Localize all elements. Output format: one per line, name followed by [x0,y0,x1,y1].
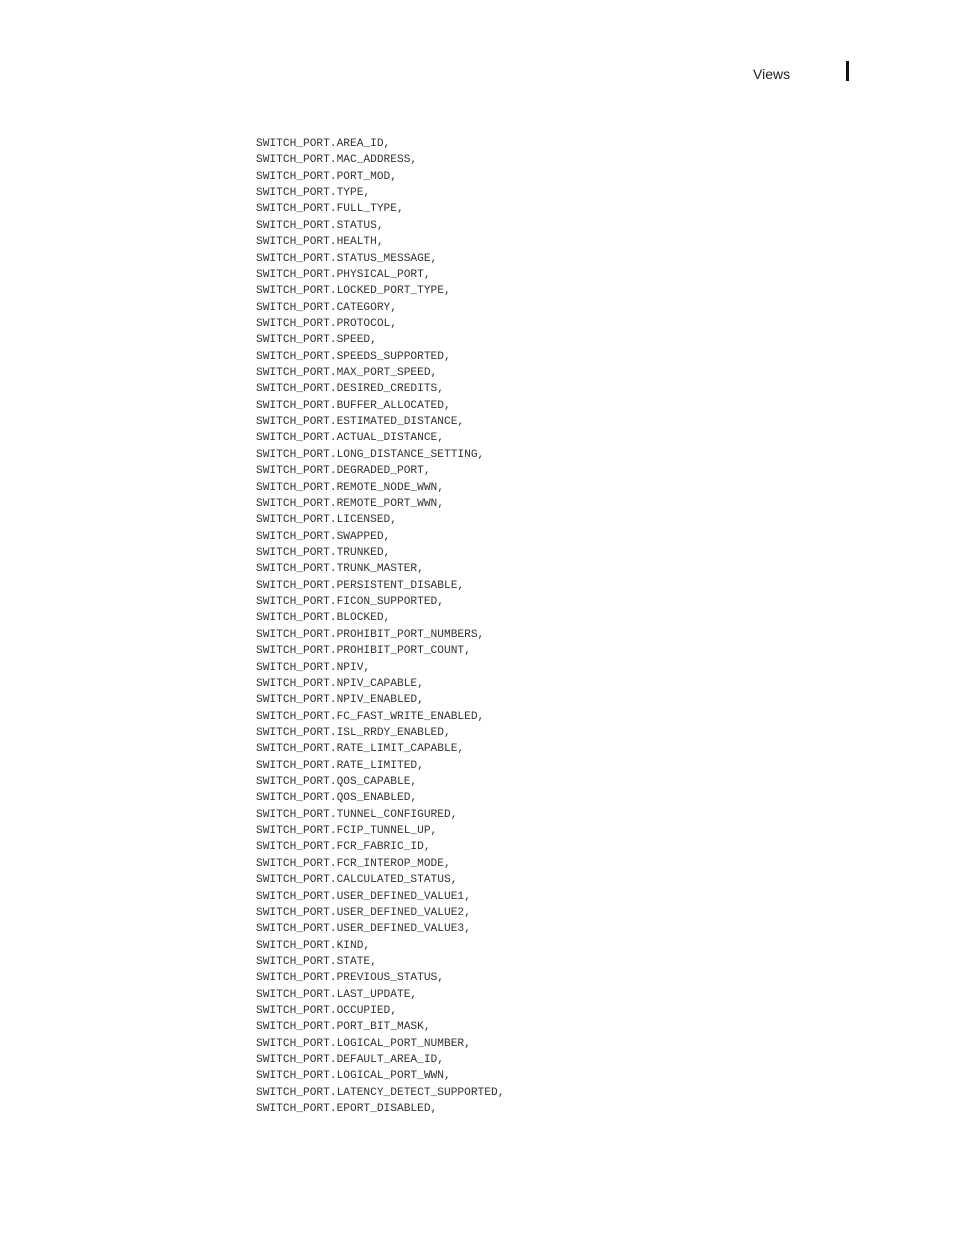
code-line: SWITCH_PORT.PROHIBIT_PORT_NUMBERS, [256,628,485,641]
code-line: SWITCH_PORT.USER_DEFINED_VALUE3, [256,923,471,936]
code-line: SWITCH_PORT.DEGRADED_PORT, [256,465,431,478]
code-line: SWITCH_PORT.SPEED, [256,334,377,347]
code-line: SWITCH_PORT.LATENCY_DETECT_SUPPORTED, [256,1086,505,1099]
code-line: SWITCH_PORT.PHYSICAL_PORT, [256,268,431,281]
code-line: SWITCH_PORT.ESTIMATED_DISTANCE, [256,416,465,429]
code-line: SWITCH_PORT.FULL_TYPE, [256,203,404,216]
code-line: SWITCH_PORT.NPIV_ENABLED, [256,694,424,707]
code-line: SWITCH_PORT.KIND, [256,939,371,952]
code-line: SWITCH_PORT.LONG_DISTANCE_SETTING, [256,448,485,461]
code-line: SWITCH_PORT.SPEEDS_SUPPORTED, [256,350,451,363]
code-line: SWITCH_PORT.CALCULATED_STATUS, [256,874,458,887]
code-line: SWITCH_PORT.USER_DEFINED_VALUE2, [256,906,471,919]
section-marker-bar [846,61,849,81]
code-line: SWITCH_PORT.TRUNK_MASTER, [256,563,424,576]
code-line: SWITCH_PORT.ACTUAL_DISTANCE, [256,432,444,445]
code-line: SWITCH_PORT.REMOTE_NODE_WWN, [256,481,444,494]
code-line: SWITCH_PORT.QOS_ENABLED, [256,792,418,805]
code-line: SWITCH_PORT.LICENSED, [256,514,397,527]
code-line: SWITCH_PORT.PROHIBIT_PORT_COUNT, [256,645,471,658]
code-line: SWITCH_PORT.TYPE, [256,187,371,200]
code-line: SWITCH_PORT.AREA_ID, [256,138,391,150]
code-line: SWITCH_PORT.FCR_FABRIC_ID, [256,841,431,854]
code-line: SWITCH_PORT.PROTOCOL, [256,317,397,330]
code-line: SWITCH_PORT.CATEGORY, [256,301,397,314]
code-line: SWITCH_PORT.FICON_SUPPORTED, [256,596,444,609]
section-title: Views [753,66,791,82]
code-line: SWITCH_PORT.DESIRED_CREDITS, [256,383,444,396]
code-line: SWITCH_PORT.STATUS, [256,219,384,232]
code-line: SWITCH_PORT.PREVIOUS_STATUS, [256,972,444,985]
code-line: SWITCH_PORT.ISL_RRDY_ENABLED, [256,726,451,739]
code-listing [256,136,504,1118]
code-line: SWITCH_PORT.BUFFER_ALLOCATED, [256,399,451,412]
code-line: SWITCH_PORT.MAC_ADDRESS, [256,154,418,167]
code-line: SWITCH_PORT.QOS_CAPABLE, [256,776,418,789]
code-line: SWITCH_PORT.PERSISTENT_DISABLE, [256,579,465,592]
code-line: SWITCH_PORT.USER_DEFINED_VALUE1, [256,890,471,903]
code-line: SWITCH_PORT.NPIV, [256,661,371,674]
code-line: SWITCH_PORT.FC_FAST_WRITE_ENABLED, [256,710,485,723]
code-line: SWITCH_PORT.LOGICAL_PORT_NUMBER, [256,1037,471,1050]
code-line: SWITCH_PORT.LAST_UPDATE, [256,988,418,1001]
code-line: SWITCH_PORT.STATE, [256,955,377,968]
code-line: SWITCH_PORT.PORT_MOD, [256,170,397,183]
code-line: SWITCH_PORT.PORT_BIT_MASK, [256,1021,431,1034]
code-line: SWITCH_PORT.RATE_LIMITED, [256,759,424,772]
code-line: SWITCH_PORT.MAX_PORT_SPEED, [256,367,438,380]
code-line: SWITCH_PORT.EPORT_DISABLED, [256,1103,438,1116]
code-line: SWITCH_PORT.HEALTH, [256,236,384,249]
code-line: SWITCH_PORT.NPIV_CAPABLE, [256,677,424,690]
code-line: SWITCH_PORT.DEFAULT_AREA_ID, [256,1054,444,1067]
code-line: SWITCH_PORT.LOGICAL_PORT_WWN, [256,1070,451,1083]
code-line: SWITCH_PORT.RATE_LIMIT_CAPABLE, [256,743,465,756]
code-line: SWITCH_PORT.FCR_INTEROP_MODE, [256,857,451,870]
code-line: SWITCH_PORT.LOCKED_PORT_TYPE, [256,285,451,298]
code-line: SWITCH_PORT.OCCUPIED, [256,1005,397,1018]
code-line: SWITCH_PORT.TRUNKED, [256,546,391,559]
code-line: SWITCH_PORT.REMOTE_PORT_WWN, [256,497,444,510]
code-line: SWITCH_PORT.FCIP_TUNNEL_UP, [256,825,438,838]
code-line: SWITCH_PORT.BLOCKED, [256,612,391,625]
code-line: SWITCH_PORT.TUNNEL_CONFIGURED, [256,808,458,821]
code-line: SWITCH_PORT.SWAPPED, [256,530,391,543]
code-line: SWITCH_PORT.STATUS_MESSAGE, [256,252,438,265]
